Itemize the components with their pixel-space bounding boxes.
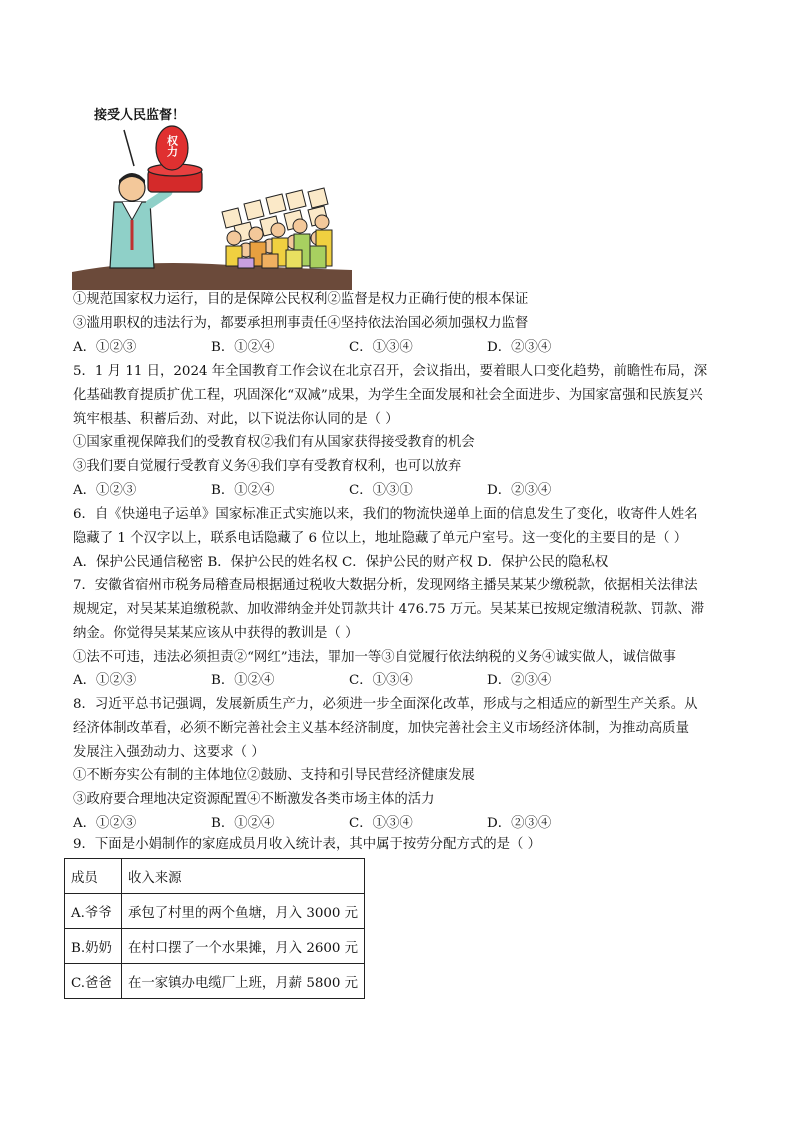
q4-option-b[interactable]: B．①②④ bbox=[211, 340, 275, 355]
q7-items-line-1: ①法不可违，违法必须担责②“网红”违法，罪加一等③自觉履行依法纳税的义务④诚实做人，诚信做事 bbox=[73, 650, 676, 665]
q5-items-line-2: ③我们要自觉履行受教育义务④我们享有受教育权利，也可以放弃 bbox=[73, 459, 462, 474]
q7-stem-line-2: 规规定，对吴某某追缴税款、加收滞纳金并处罚款共计 476.75 万元。吴某某已按规定缴清税款、罚款、滞 bbox=[73, 602, 705, 617]
q6-stem-line-2: 隐藏了 1 个汉字以上，联系电话隐藏了 6 位以上，地址隐藏了单元户室号。这一变化的主要目的是（ ） bbox=[73, 531, 688, 546]
q9-stem: 9．下面是小娟制作的家庭成员月收入统计表，其中属于按劳分配方式的是（ ） bbox=[73, 837, 542, 852]
q8-stem-line-2: 经济体制改革看，必须不断完善社会主义基本经济制度，加快完善社会主义市场经济体制，为推动高质量 bbox=[73, 721, 689, 736]
power-box-label: 权力 bbox=[165, 135, 179, 157]
q8-option-c[interactable]: C．①③④ bbox=[349, 816, 413, 831]
q8-option-a[interactable]: A．①②③ bbox=[73, 816, 137, 831]
q8-stem-line-3: 发展注入强劲动力、这要求（ ） bbox=[73, 745, 265, 760]
q4-option-c[interactable]: C．①③④ bbox=[349, 340, 413, 355]
table-row bbox=[65, 929, 365, 964]
cartoon-illustration bbox=[72, 100, 352, 290]
q5-option-c[interactable]: C．①③① bbox=[349, 483, 413, 498]
q8-option-d[interactable]: D．②③④ bbox=[487, 816, 552, 831]
q8-items-line-2: ③政府要合理地决定资源配置④不断激发各类市场主体的活力 bbox=[73, 792, 435, 807]
q7-stem-line-3: 纳金。你觉得吴某某应该从中获得的教训是（ ） bbox=[73, 626, 359, 641]
q4-items-line-2: ③滥用职权的违法行为，都要承担刑事责任④坚持依法治国必须加强权力监督 bbox=[73, 316, 529, 331]
q7-option-d[interactable]: D．②③④ bbox=[487, 673, 552, 688]
table-cell-source: 在一家镇办电缆厂上班，月薪 5800 元 bbox=[122, 964, 365, 999]
q5-option-b[interactable]: B．①②④ bbox=[211, 483, 275, 498]
q7-option-a[interactable]: A．①②③ bbox=[73, 673, 137, 688]
table-cell-member: B.奶奶 bbox=[65, 929, 122, 964]
q5-stem-line-2: 化基础教育提质扩优工程，巩固深化“双减”成果，为学生全面发展和社会全面进步、为国家富强和民族复兴 bbox=[73, 388, 703, 403]
q4-option-d[interactable]: D．②③④ bbox=[487, 340, 552, 355]
table-header-income-source: 收入来源 bbox=[122, 859, 365, 894]
q4-option-a[interactable]: A．①②③ bbox=[73, 340, 137, 355]
table-row bbox=[65, 964, 365, 999]
q7-stem-line-1: 7．安徽省宿州市税务局稽查局根据通过税收大数据分析，发现网络主播吴某某少缴税款，依据相关法律法 bbox=[73, 578, 698, 593]
q6-options[interactable]: A．保护公民通信秘密 B．保护公民的姓名权 C．保护公民的财产权 D．保护公民的隐私权 bbox=[73, 555, 609, 570]
table-header-member: 成员 bbox=[65, 859, 122, 894]
q5-items-line-1: ①国家重视保障我们的受教育权②我们有从国家获得接受教育的机会 bbox=[73, 435, 475, 450]
q6-stem-line-1: 6．自《快递电子运单》国家标准正式实施以来，我们的物流快递单上面的信息发生了变化，收寄件人姓名 bbox=[73, 507, 698, 522]
q5-stem-line-1: 5．1 月 11 日，2024 年全国教育工作会议在北京召开，会议指出，要着眼人口变化趋势，前瞻性布局，深 bbox=[73, 364, 708, 379]
income-table bbox=[64, 858, 365, 999]
cartoon-caption: 接受人民监督！ bbox=[94, 108, 186, 123]
q4-items-line-1: ①规范国家权力运行，目的是保障公民权利②监督是权力正确行使的根本保证 bbox=[73, 292, 529, 307]
q8-items-line-1: ①不断夯实公有制的主体地位②鼓励、支持和引导民营经济健康发展 bbox=[73, 768, 475, 783]
q7-option-c[interactable]: C．①③④ bbox=[349, 673, 413, 688]
q8-option-b[interactable]: B．①②④ bbox=[211, 816, 275, 831]
table-header-row bbox=[65, 859, 365, 894]
q5-option-a[interactable]: A．①②③ bbox=[73, 483, 137, 498]
table-cell-source: 承包了村里的两个鱼塘，月入 3000 元 bbox=[122, 894, 365, 929]
q7-option-b[interactable]: B．①②④ bbox=[211, 673, 275, 688]
q5-stem-line-3: 筑牢根基、积蓄后劲、对此，以下说法你认同的是（ ） bbox=[73, 412, 399, 427]
table-cell-member: C.爸爸 bbox=[65, 964, 122, 999]
table-row bbox=[65, 894, 365, 929]
table-cell-member: A.爷爷 bbox=[65, 894, 122, 929]
q8-stem-line-1: 8．习近平总书记强调，发展新质生产力，必须进一步全面深化改革，形成与之相适应的新型生产关系。从 bbox=[73, 697, 698, 712]
table-cell-source: 在村口摆了一个水果摊，月入 2600 元 bbox=[122, 929, 365, 964]
q5-option-d[interactable]: D．②③④ bbox=[487, 483, 552, 498]
